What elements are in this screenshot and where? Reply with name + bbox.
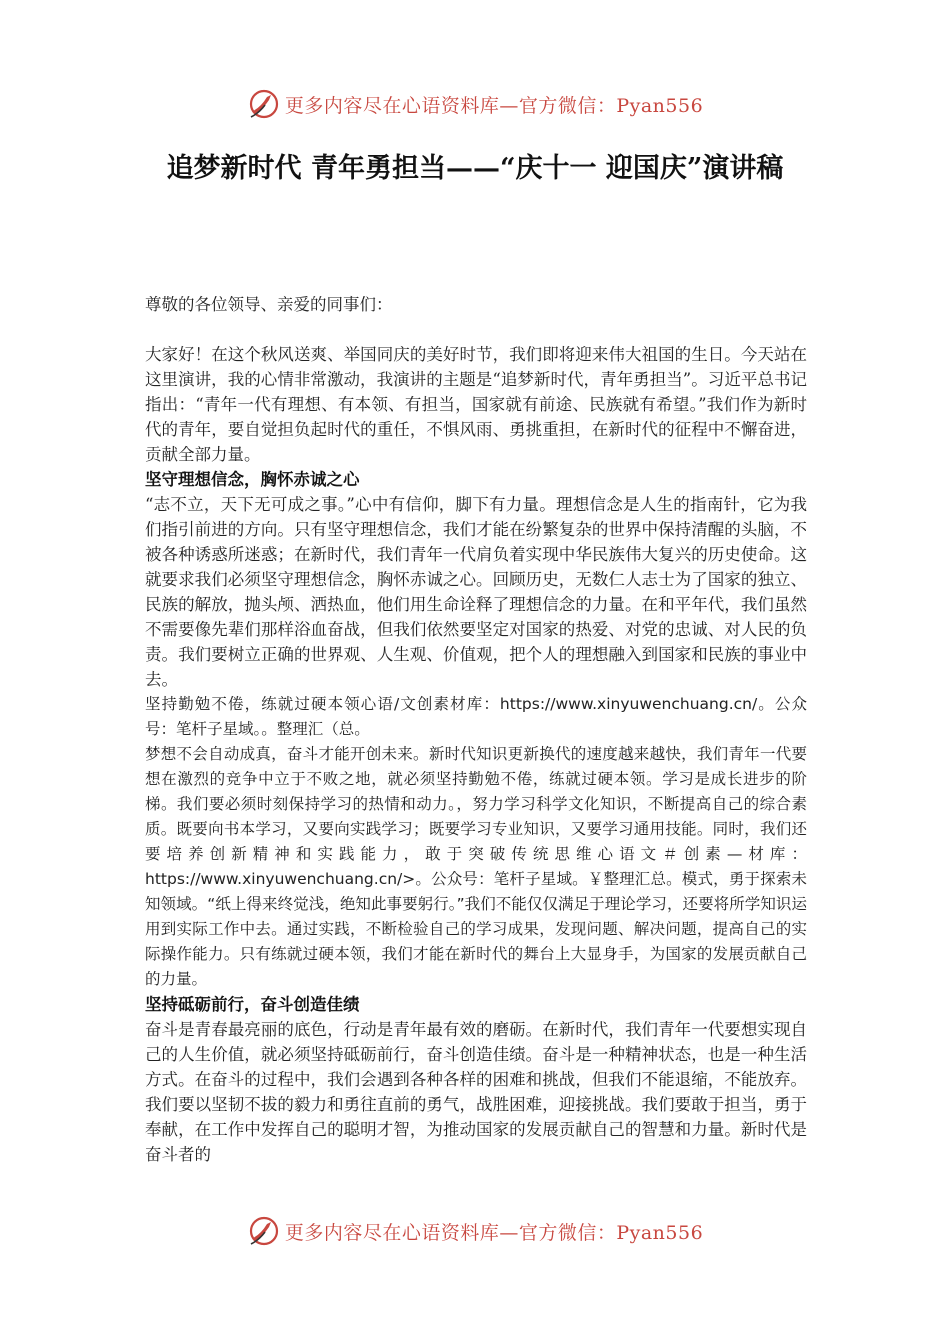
pen-logo-icon bbox=[247, 87, 281, 121]
section-paragraph-2: 梦想不会自动成真，奋斗才能开创未来。新时代知识更新换代的速度越来越快，我们青年一代要想在激烈的竞争中立于不败之地，就必须坚持勤勉不倦，练就过硬本领。学习是成长进步的阶梯。我们要必须时刻保持学习的热情和动力。，努力学习科学文化知识，不断提高自己的综合素质。既要向书本学习，又要向实践学习；既要学习专业知识，又要学习通用技能。同时，我们还要培养创新精神和实践能力，敢于突破传统思维心语文＃创素—材库：https://www.xinyuwenchuang.cn/>。公众号：笔杆子星域。￥整理汇总。模式，勇于探索未知领域。“纸上得来终觉浅，绝知此事要躬行。”我们不能仅仅满足于理论学习，还要将所学知识运用到实际工作中去。通过实践，不断检验自己的学习成果，发现问题、解决问题，提高自己的实际操作能力。只有练就过硬本领，我们才能在新时代的舞台上大显身手，为国家的发展贡献自己的力量。 bbox=[145, 745, 807, 988]
section-heading-2: 坚持勤勉不倦，练就过硬本领心语/文创素材库：https://www.xinyuwenchuang.cn/。公众号：笔杆子星域。。整理汇（总。 bbox=[145, 695, 807, 738]
section-heading-1: 坚守理想信念，胸怀赤诚之心 bbox=[145, 470, 360, 489]
section-paragraph-3: 奋斗是青春最亮丽的底色，行动是青年最有效的磨砺。在新时代，我们青年一代要想实现自己的人生价值，就必须坚持砥砺前行，奋斗创造佳绩。奋斗是一种精神状态，也是一种生活方式。在奋斗的过程中，我们会遇到各种各样的困难和挑战，但我们不能退缩，不能放弃。我们要以坚韧不拔的毅力和勇往直前的勇气，战胜困难，迎接挑战。我们要敢于担当，勇于奉献，在工作中发挥自己的聪明才智，为推动国家的发展贡献自己的智慧和力量。新时代是奋斗者的 bbox=[145, 1020, 807, 1164]
section-heading-3: 坚持砥砺前行，奋斗创造佳绩 bbox=[145, 995, 360, 1014]
footer-banner[interactable] bbox=[0, 1211, 950, 1251]
intro-paragraph: 大家好！在这个秋风送爽、举国同庆的美好时节，我们即将迎来伟大祖国的生日。今天站在这里演讲，我的心情非常激动，我演讲的主题是“追梦新时代，青年勇担当”。习近平总书记指出：“青年一代有理想、有本领、有担当，国家就有前途、民族就有希望。”我们作为新时代的青年，要自觉担负起时代的重任，不惧风雨、勇挑重担，在新时代的征程中不懈奋进，贡献全部力量。 bbox=[145, 345, 807, 464]
header-banner[interactable] bbox=[0, 84, 950, 124]
section-paragraph-1: “志不立，天下无可成之事。”心中有信仰，脚下有力量。理想信念是人生的指南针，它为我们指引前进的方向。只有坚守理想信念，我们才能在纷繁复杂的世界中保持清醒的头脑，不被各种诱惑所迷惑；在新时代，我们青年一代肩负着实现中华民族伟大复兴的历史使命。这就要求我们必须坚守理想信念，胸怀赤诚之心。回顾历史，无数仁人志士为了国家的独立、民族的解放，抛头颅、洒热血，他们用生命诠释了理想信念的力量。在和平年代，我们虽然不需要像先辈们那样浴血奋战，但我们依然要坚定对国家的热爱、对党的忠诚、对人民的负责。我们要树立正确的世界观、人生观、价值观，把个人的理想融入到国家和民族的事业中去。 bbox=[145, 495, 807, 689]
banner-text: 更多内容尽在心语资料库—官方微信：Pyan556 bbox=[284, 94, 704, 117]
pen-logo-icon bbox=[247, 1214, 281, 1248]
banner-text: 更多内容尽在心语资料库—官方微信：Pyan556 bbox=[284, 1221, 704, 1244]
page-title: 追梦新时代 青年勇担当——“庆十一 迎国庆”演讲稿 bbox=[166, 153, 784, 184]
salutation: 尊敬的各位领导、亲爱的同事们： bbox=[145, 295, 393, 314]
document-body bbox=[145, 292, 807, 1167]
